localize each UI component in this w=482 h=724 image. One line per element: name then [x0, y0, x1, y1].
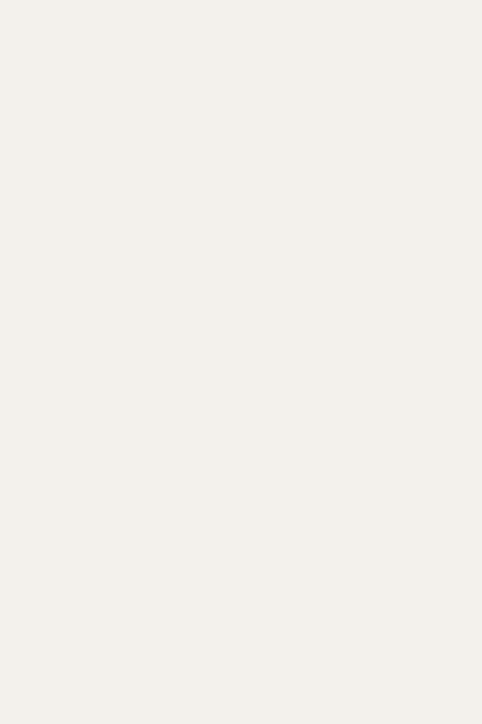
paragraph	[44, 255, 460, 266]
document-title	[44, 70, 460, 82]
paragraph	[44, 236, 460, 247]
place-date-line	[44, 92, 442, 104]
paragraph	[44, 217, 460, 228]
paragraph	[44, 179, 460, 190]
paragraph	[44, 122, 460, 133]
paragraph	[44, 198, 460, 209]
paragraph	[44, 160, 460, 171]
document-body	[44, 122, 460, 266]
paragraph	[44, 141, 460, 152]
